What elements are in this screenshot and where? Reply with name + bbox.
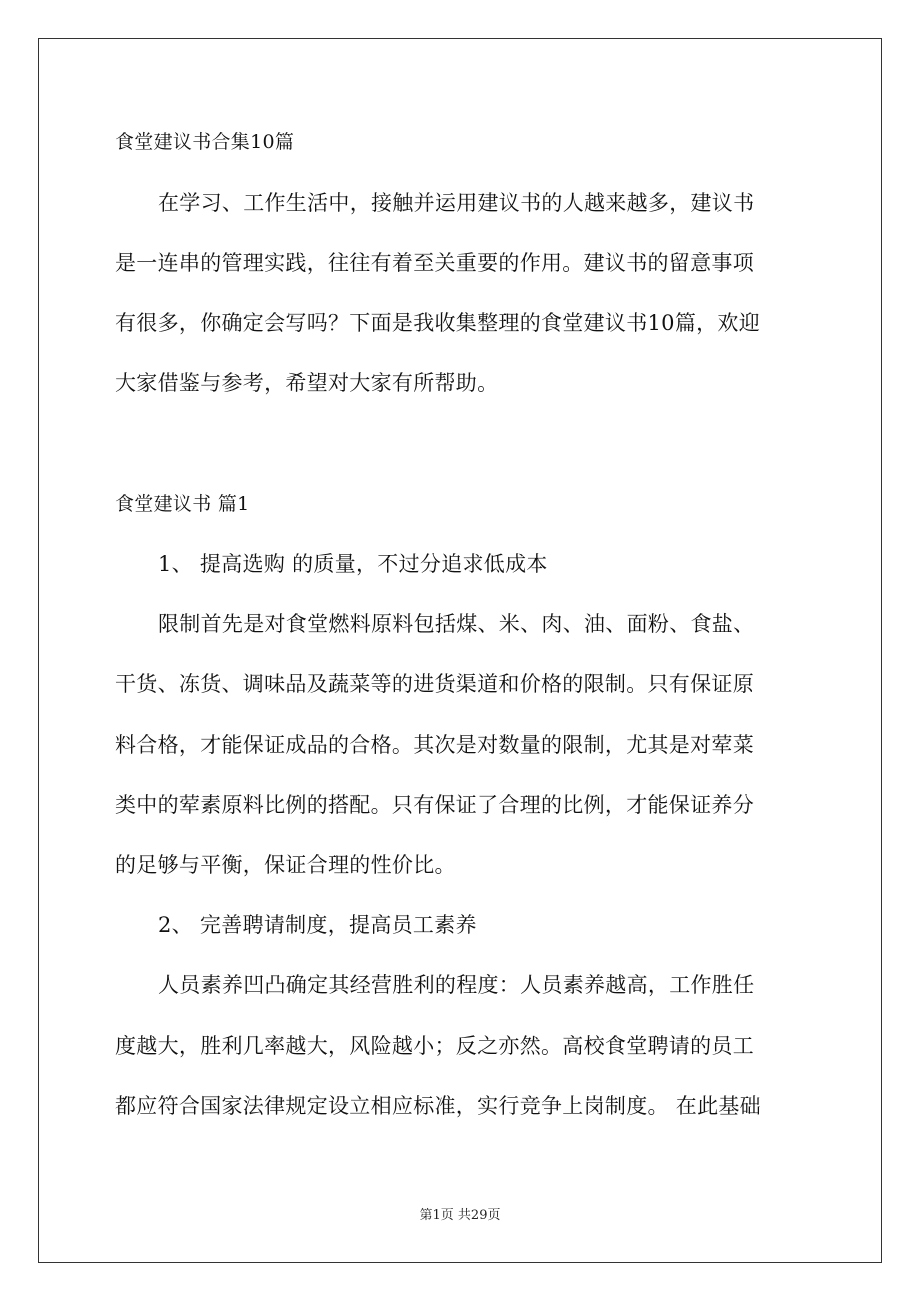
intro-line-3: 有很多，你确定会写吗？下面是我收集整理的食堂建议书10篇，欢迎 — [115, 311, 761, 335]
item1-heading: 1、 提高选购 的质量，不过分追求低成本 — [158, 552, 548, 576]
intro-line-4: 大家借鉴与参考，希望对大家有所帮助。 — [115, 371, 499, 395]
page-border — [38, 38, 882, 1263]
item1-body-line-4: 类中的荤素原料比例的搭配。只有保证了合理的比例，才能保证养分 — [115, 793, 754, 817]
intro-line-1: 在学习、工作生活中，接触并运用建议书的人越来越多，建议书 — [158, 191, 755, 215]
item1-body-line-3: 料合格，才能保证成品的合格。其次是对数量的限制，尤其是对荤菜 — [115, 733, 754, 757]
intro-line-2: 是一连串的管理实践，往往有着至关重要的作用。建议书的留意事项 — [115, 251, 754, 275]
page-footer: 第1页 共29页 — [419, 1208, 501, 1223]
item2-body-line-1: 人员素养凹凸确定其经营胜利的程度：人员素养越高，工作胜任 — [158, 973, 755, 997]
item2-body-line-3: 都应符合国家法律规定设立相应标准，实行竞争上岗制度。 在此基础 — [115, 1094, 761, 1118]
document-title: 食堂建议书合集10篇 — [115, 131, 295, 153]
item1-body-line-2: 干货、冻货、调味品及蔬菜等的进货渠道和价格的限制。只有保证原 — [115, 672, 754, 696]
item1-body-line-5: 的足够与平衡，保证合理的性价比。 — [115, 853, 456, 877]
section-heading: 食堂建议书 篇1 — [115, 493, 250, 515]
item1-body-line-1: 限制首先是对食堂燃料原料包括煤、米、肉、油、面粉、食盐、 — [158, 612, 755, 636]
item2-heading: 2、 完善聘请制度，提高员工素养 — [158, 913, 477, 937]
item2-body-line-2: 度越大，胜利几率越大，风险越小；反之亦然。高校食堂聘请的员工 — [115, 1034, 754, 1058]
